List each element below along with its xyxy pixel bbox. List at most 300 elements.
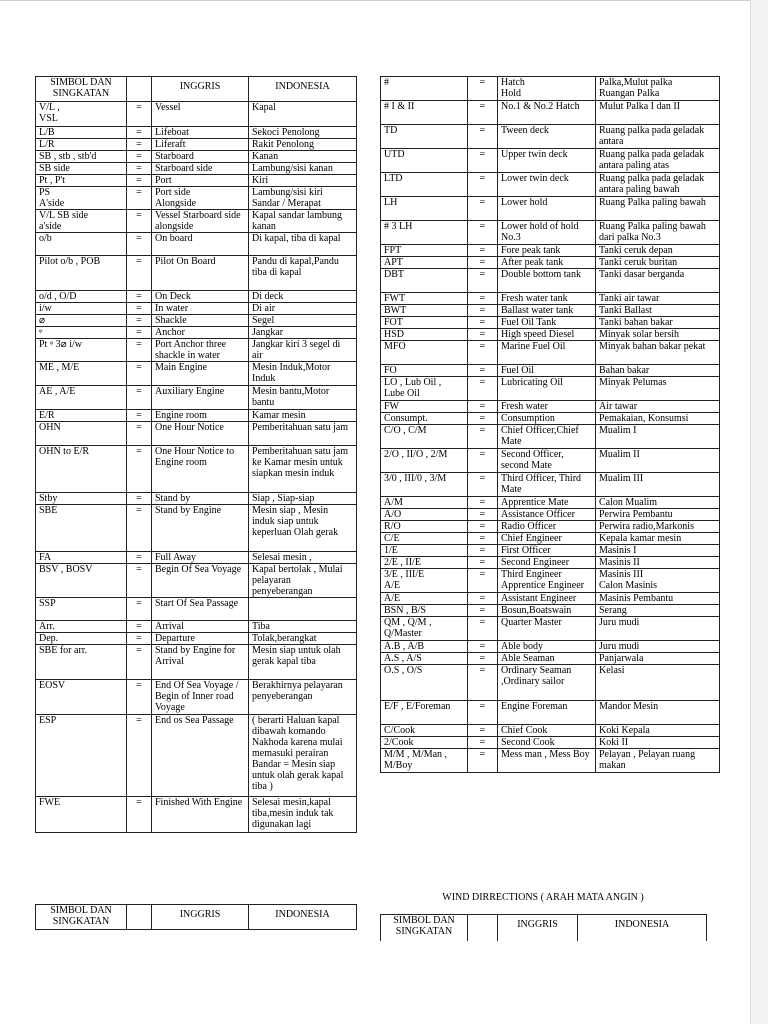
indonesian-cell: Calon Mualim	[596, 497, 720, 509]
table-header-row	[36, 905, 357, 930]
table-row	[381, 593, 720, 605]
english-cell: Pilot On Board	[152, 256, 249, 291]
symbol-cell: # 3 LH	[381, 221, 468, 245]
indonesian-cell: Mualim III	[596, 473, 720, 497]
indonesian-cell: Koki II	[596, 737, 720, 749]
table-row	[381, 149, 720, 173]
indonesian-cell: Pemakaian, Konsumsi	[596, 413, 720, 425]
table-row	[36, 233, 357, 256]
english-cell: Assistance Officer	[498, 509, 596, 521]
equals-cell: =	[127, 645, 152, 680]
english-cell: Ballast water tank	[498, 305, 596, 317]
header-indonesian: INDONESIA	[578, 915, 707, 941]
indonesian-cell: Siap , Siap-siap	[249, 493, 357, 505]
equals-cell: =	[127, 633, 152, 645]
equals-cell: =	[127, 256, 152, 291]
indonesian-cell: Tiba	[249, 621, 357, 633]
english-cell: Third Engineer Apprentice Engineer	[498, 569, 596, 593]
indonesian-cell: Di air	[249, 303, 357, 315]
symbol-cell: SBE for arr.	[36, 645, 127, 680]
indonesian-cell: Masinis Pembantu	[596, 593, 720, 605]
indonesian-cell: Kepala kamar mesin	[596, 533, 720, 545]
symbol-cell: Pt ᵠ 3⌀ i/w	[36, 339, 127, 362]
symbol-cell: 3/E , III/E A/E	[381, 569, 468, 593]
english-cell: High speed Diesel	[498, 329, 596, 341]
table-row	[381, 497, 720, 509]
table-row	[36, 102, 357, 127]
table-row	[36, 446, 357, 493]
symbol-cell: UTD	[381, 149, 468, 173]
indonesian-cell: Mesin Induk,Motor Induk	[249, 362, 357, 386]
symbol-cell: C/O , C/M	[381, 425, 468, 449]
indonesian-cell: Masinis III Calon Masinis	[596, 569, 720, 593]
symbol-cell: ME , M/E	[36, 362, 127, 386]
table-row	[381, 269, 720, 293]
indonesian-cell: Minyak bahan bakar pekat	[596, 341, 720, 365]
equals-cell: =	[468, 329, 498, 341]
english-cell: Fuel Oil Tank	[498, 317, 596, 329]
table-row	[381, 341, 720, 365]
indonesian-cell: Ruang Palka paling bawah dari palka No.3	[596, 221, 720, 245]
english-cell: Auxiliary Engine	[152, 386, 249, 410]
indonesian-cell: Mesin siap , Mesin induk siap untuk keperluan Olah gerak	[249, 505, 357, 552]
indonesian-cell: Selesai mesin,kapal tiba,mesin induk tak digunakan lagi	[249, 797, 357, 833]
indonesian-cell: Masinis I	[596, 545, 720, 557]
table-row	[36, 598, 357, 621]
table-row	[381, 569, 720, 593]
indonesian-cell: Masinis II	[596, 557, 720, 569]
equals-cell: =	[468, 413, 498, 425]
english-cell: Starboard	[152, 151, 249, 163]
english-cell: One Hour Notice to Engine room	[152, 446, 249, 493]
equals-cell: =	[468, 305, 498, 317]
indonesian-cell: Mandor Mesin	[596, 701, 720, 725]
indonesian-cell: Koki Kepala	[596, 725, 720, 737]
english-cell: Chief Officer,Chief Mate	[498, 425, 596, 449]
indonesian-cell: Serang	[596, 605, 720, 617]
indonesian-cell: Minyak Pelumas	[596, 377, 720, 401]
symbol-cell: C/Cook	[381, 725, 468, 737]
symbol-cell: 3/0 , III/0 , 3/M	[381, 473, 468, 497]
table-row	[381, 545, 720, 557]
english-cell: Lifeboat	[152, 127, 249, 139]
indonesian-cell: Mesin siap untuk olah gerak kapal tiba	[249, 645, 357, 680]
equals-cell: =	[468, 341, 498, 365]
indonesian-cell: Mulut Palka I dan II	[596, 101, 720, 125]
symbol-cell: QM , Q/M , Q/Master	[381, 617, 468, 641]
indonesian-cell: Tanki bahan bakar	[596, 317, 720, 329]
english-cell: Second Officer, second Mate	[498, 449, 596, 473]
table-row	[381, 449, 720, 473]
header-symbol: SIMBOL DAN SINGKATAN	[381, 915, 468, 941]
english-cell: First Officer	[498, 545, 596, 557]
english-cell: Vessel	[152, 102, 249, 127]
english-cell: Apprentice Mate	[498, 497, 596, 509]
table-row	[381, 425, 720, 449]
symbol-cell: APT	[381, 257, 468, 269]
equals-cell: =	[127, 410, 152, 422]
table-row	[381, 101, 720, 125]
viewer-background	[751, 0, 768, 1024]
table-row	[381, 245, 720, 257]
indonesian-cell: Tanki dasar berganda	[596, 269, 720, 293]
equals-cell: =	[468, 521, 498, 533]
table-row	[36, 505, 357, 552]
equals-cell: =	[468, 101, 498, 125]
indonesian-cell: Ruang Palka paling bawah	[596, 197, 720, 221]
table-row	[36, 493, 357, 505]
equals-cell: =	[127, 163, 152, 175]
header-eq	[127, 77, 152, 102]
indonesian-cell: Segel	[249, 315, 357, 327]
glossary-body-left	[36, 102, 357, 833]
equals-cell: =	[468, 509, 498, 521]
english-cell: Assistant Engineer	[498, 593, 596, 605]
symbol-cell: A.S , A/S	[381, 653, 468, 665]
equals-cell: =	[127, 327, 152, 339]
table-row	[381, 173, 720, 197]
symbol-cell: A/E	[381, 593, 468, 605]
table-header-row	[381, 915, 707, 941]
symbol-cell: BWT	[381, 305, 468, 317]
symbol-cell: OHN	[36, 422, 127, 446]
english-cell: Stand by Engine	[152, 505, 249, 552]
symbol-cell: ESP	[36, 715, 127, 797]
header-symbol: SIMBOL DAN SINGKATAN	[36, 77, 127, 102]
symbol-cell: SB side	[36, 163, 127, 175]
english-cell: Quarter Master	[498, 617, 596, 641]
symbol-cell: SBE	[36, 505, 127, 552]
equals-cell: =	[468, 401, 498, 413]
indonesian-cell: Mualim I	[596, 425, 720, 449]
equals-cell: =	[127, 233, 152, 256]
header-eq	[468, 915, 498, 941]
indonesian-cell: Selesai mesin ,	[249, 552, 357, 564]
symbol-cell: LH	[381, 197, 468, 221]
english-cell: Tween deck	[498, 125, 596, 149]
table-row	[36, 680, 357, 715]
english-cell: Able body	[498, 641, 596, 653]
symbol-cell: 1/E	[381, 545, 468, 557]
indonesian-cell: Panjarwala	[596, 653, 720, 665]
page-top-edge	[0, 0, 750, 1]
symbol-cell: LO , Lub Oil , Lube Oil	[381, 377, 468, 401]
english-cell: Lower twin deck	[498, 173, 596, 197]
english-cell: Finished With Engine	[152, 797, 249, 833]
symbol-cell: E/F , E/Foreman	[381, 701, 468, 725]
indonesian-cell: Tanki ceruk depan	[596, 245, 720, 257]
symbol-cell: o/d , O/D	[36, 291, 127, 303]
symbol-cell: A/M	[381, 497, 468, 509]
english-cell: One Hour Notice	[152, 422, 249, 446]
symbol-cell: 2/O , II/O , 2/M	[381, 449, 468, 473]
table-row	[381, 377, 720, 401]
symbol-cell: HSD	[381, 329, 468, 341]
table-row	[381, 509, 720, 521]
equals-cell: =	[468, 473, 498, 497]
table-row	[36, 715, 357, 797]
equals-cell: =	[468, 449, 498, 473]
symbol-cell: OHN to E/R	[36, 446, 127, 493]
table-row	[381, 305, 720, 317]
equals-cell: =	[468, 593, 498, 605]
equals-cell: =	[127, 303, 152, 315]
symbol-cell: O.S , O/S	[381, 665, 468, 701]
english-cell: Lower hold of hold No.3	[498, 221, 596, 245]
english-cell: Fuel Oil	[498, 365, 596, 377]
table-row	[36, 645, 357, 680]
table-row	[381, 329, 720, 341]
header-indonesian: INDONESIA	[249, 905, 357, 930]
header-english: INGGRIS	[152, 77, 249, 102]
table-row	[381, 665, 720, 701]
header-english: INGGRIS	[152, 905, 249, 930]
indonesian-cell: Ruang palka pada geladak antara paling atas	[596, 149, 720, 173]
symbol-cell: Stby	[36, 493, 127, 505]
table-row	[381, 701, 720, 725]
indonesian-cell: Berakhirnya pelayaran penyeberangan	[249, 680, 357, 715]
symbol-cell: L/B	[36, 127, 127, 139]
english-cell: Consumption	[498, 413, 596, 425]
table-row	[381, 365, 720, 377]
equals-cell: =	[468, 257, 498, 269]
table-row	[381, 473, 720, 497]
glossary-table-right	[380, 76, 720, 773]
header-indonesian: INDONESIA	[249, 77, 357, 102]
indonesian-cell: Lambung/sisi kanan	[249, 163, 357, 175]
equals-cell: =	[468, 569, 498, 593]
english-cell: Mess man , Mess Boy	[498, 749, 596, 773]
table-row	[381, 401, 720, 413]
table-row	[36, 564, 357, 598]
english-cell: Marine Fuel Oil	[498, 341, 596, 365]
equals-cell: =	[127, 127, 152, 139]
table-row	[36, 210, 357, 233]
equals-cell: =	[127, 422, 152, 446]
wind-directions-title: WIND DIRRECTIONS ( ARAH MATA ANGIN )	[442, 892, 644, 903]
table-header-row	[36, 77, 357, 102]
english-cell: End Of Sea Voyage / Begin of Inner road Voyage	[152, 680, 249, 715]
symbol-cell: MFO	[381, 341, 468, 365]
indonesian-cell: Kiri	[249, 175, 357, 187]
english-cell: Engine Foreman	[498, 701, 596, 725]
indonesian-cell: Rakit Penolong	[249, 139, 357, 151]
glossary-body-right	[381, 77, 720, 773]
table-row	[36, 303, 357, 315]
table-row	[36, 291, 357, 303]
symbol-cell: FWT	[381, 293, 468, 305]
table-row	[36, 151, 357, 163]
table-row	[36, 256, 357, 291]
english-cell: Liferaft	[152, 139, 249, 151]
symbol-cell: FWE	[36, 797, 127, 833]
equals-cell: =	[127, 339, 152, 362]
table-row	[381, 77, 720, 101]
symbol-cell: # I & II	[381, 101, 468, 125]
table-row	[381, 653, 720, 665]
symbol-cell: V/L SB side a'side	[36, 210, 127, 233]
table-row	[36, 175, 357, 187]
table-row	[381, 749, 720, 773]
symbol-cell: SB , stb , stb'd	[36, 151, 127, 163]
english-cell: Stand by	[152, 493, 249, 505]
english-cell: Port	[152, 175, 249, 187]
symbol-cell: 2/Cook	[381, 737, 468, 749]
table-row	[36, 621, 357, 633]
english-cell: End os Sea Passage	[152, 715, 249, 797]
table-row	[36, 633, 357, 645]
table-row	[36, 327, 357, 339]
english-cell: Main Engine	[152, 362, 249, 386]
equals-cell: =	[127, 187, 152, 210]
english-cell: Port Anchor three shackle in water	[152, 339, 249, 362]
symbol-cell: M/M , M/Man , M/Boy	[381, 749, 468, 773]
indonesian-cell: Ruang palka pada geladak antara paling bawah	[596, 173, 720, 197]
symbol-cell: E/R	[36, 410, 127, 422]
table-row	[36, 315, 357, 327]
indonesian-cell: Kapal	[249, 102, 357, 127]
symbol-cell: R/O	[381, 521, 468, 533]
symbol-cell: 2/E , II/E	[381, 557, 468, 569]
indonesian-cell: Kelasi	[596, 665, 720, 701]
indonesian-cell: Ruang palka pada geladak antara	[596, 125, 720, 149]
english-cell: Port side Alongside	[152, 187, 249, 210]
english-cell: Chief Cook	[498, 725, 596, 737]
equals-cell: =	[127, 102, 152, 127]
table-row	[381, 293, 720, 305]
equals-cell: =	[468, 701, 498, 725]
table-row	[36, 410, 357, 422]
equals-cell: =	[127, 386, 152, 410]
table-row	[381, 413, 720, 425]
english-cell: Able Seaman	[498, 653, 596, 665]
english-cell: Fresh water tank	[498, 293, 596, 305]
table-row	[381, 317, 720, 329]
indonesian-cell: Pelayan , Pelayan ruang makan	[596, 749, 720, 773]
english-cell: Radio Officer	[498, 521, 596, 533]
equals-cell: =	[468, 221, 498, 245]
equals-cell: =	[127, 493, 152, 505]
symbol-cell: #	[381, 77, 468, 101]
symbol-cell: SSP	[36, 598, 127, 621]
english-cell: Fresh water	[498, 401, 596, 413]
indonesian-cell: Lambung/sisi kiri Sandar / Merapat	[249, 187, 357, 210]
table-row	[381, 197, 720, 221]
equals-cell: =	[468, 245, 498, 257]
table-row	[36, 386, 357, 410]
table-row	[36, 362, 357, 386]
indonesian-cell	[249, 598, 357, 621]
table-row	[381, 725, 720, 737]
indonesian-cell: Sekoci Penolong	[249, 127, 357, 139]
english-cell: Double bottom tank	[498, 269, 596, 293]
english-cell: Stand by Engine for Arrival	[152, 645, 249, 680]
english-cell: Upper twin deck	[498, 149, 596, 173]
english-cell: Lubricating Oil	[498, 377, 596, 401]
equals-cell: =	[468, 317, 498, 329]
equals-cell: =	[127, 210, 152, 233]
table-row	[381, 605, 720, 617]
equals-cell: =	[468, 365, 498, 377]
indonesian-cell: Minyak solar bersih	[596, 329, 720, 341]
symbol-cell: C/E	[381, 533, 468, 545]
english-cell: Hatch Hold	[498, 77, 596, 101]
english-cell: Departure	[152, 633, 249, 645]
symbol-cell: FOT	[381, 317, 468, 329]
symbol-cell: A/O	[381, 509, 468, 521]
equals-cell: =	[468, 293, 498, 305]
equals-cell: =	[468, 605, 498, 617]
table-row	[381, 617, 720, 641]
symbol-cell: Pt , P't	[36, 175, 127, 187]
english-cell: Chief Engineer	[498, 533, 596, 545]
indonesian-cell: Jangkar	[249, 327, 357, 339]
table-row	[381, 221, 720, 245]
indonesian-cell: Di deck	[249, 291, 357, 303]
equals-cell: =	[468, 173, 498, 197]
english-cell: Second Cook	[498, 737, 596, 749]
english-cell: On board	[152, 233, 249, 256]
indonesian-cell: Tanki air tawar	[596, 293, 720, 305]
equals-cell: =	[127, 564, 152, 598]
equals-cell: =	[127, 291, 152, 303]
equals-cell: =	[127, 680, 152, 715]
symbol-cell: Arr.	[36, 621, 127, 633]
equals-cell: =	[468, 269, 498, 293]
symbol-cell: FW	[381, 401, 468, 413]
indonesian-cell: Mesin bantu,Motor bantu	[249, 386, 357, 410]
equals-cell: =	[468, 665, 498, 701]
equals-cell: =	[468, 77, 498, 101]
english-cell: Anchor	[152, 327, 249, 339]
equals-cell: =	[468, 725, 498, 737]
english-cell: Starboard side	[152, 163, 249, 175]
symbol-cell: BSV , BOSV	[36, 564, 127, 598]
table-row	[36, 127, 357, 139]
equals-cell: =	[127, 598, 152, 621]
english-cell: Ordinary Seaman ,Ordinary sailor	[498, 665, 596, 701]
equals-cell: =	[127, 362, 152, 386]
symbol-cell: LTD	[381, 173, 468, 197]
english-cell: No.1 & No.2 Hatch	[498, 101, 596, 125]
indonesian-cell: Tanki Ballast	[596, 305, 720, 317]
equals-cell: =	[127, 151, 152, 163]
equals-cell: =	[468, 497, 498, 509]
equals-cell: =	[468, 737, 498, 749]
equals-cell: =	[468, 125, 498, 149]
symbol-cell: A.B , A/B	[381, 641, 468, 653]
symbol-cell: FA	[36, 552, 127, 564]
equals-cell: =	[468, 617, 498, 641]
symbol-cell: BSN , B/S	[381, 605, 468, 617]
indonesian-cell: Bahan bakar	[596, 365, 720, 377]
table-row	[36, 339, 357, 362]
english-cell: After peak tank	[498, 257, 596, 269]
equals-cell: =	[127, 552, 152, 564]
equals-cell: =	[468, 425, 498, 449]
english-cell: Start Of Sea Passage	[152, 598, 249, 621]
wind-directions-table	[380, 914, 707, 941]
english-cell: Shackle	[152, 315, 249, 327]
english-cell: In water	[152, 303, 249, 315]
equals-cell: =	[127, 797, 152, 833]
symbol-cell: Pilot o/b , POB	[36, 256, 127, 291]
indonesian-cell: Juru mudi	[596, 617, 720, 641]
indonesian-cell: Pemberitahuan satu jam	[249, 422, 357, 446]
table-row	[381, 257, 720, 269]
glossary-table-left	[35, 76, 357, 833]
symbol-cell: ⌀	[36, 315, 127, 327]
